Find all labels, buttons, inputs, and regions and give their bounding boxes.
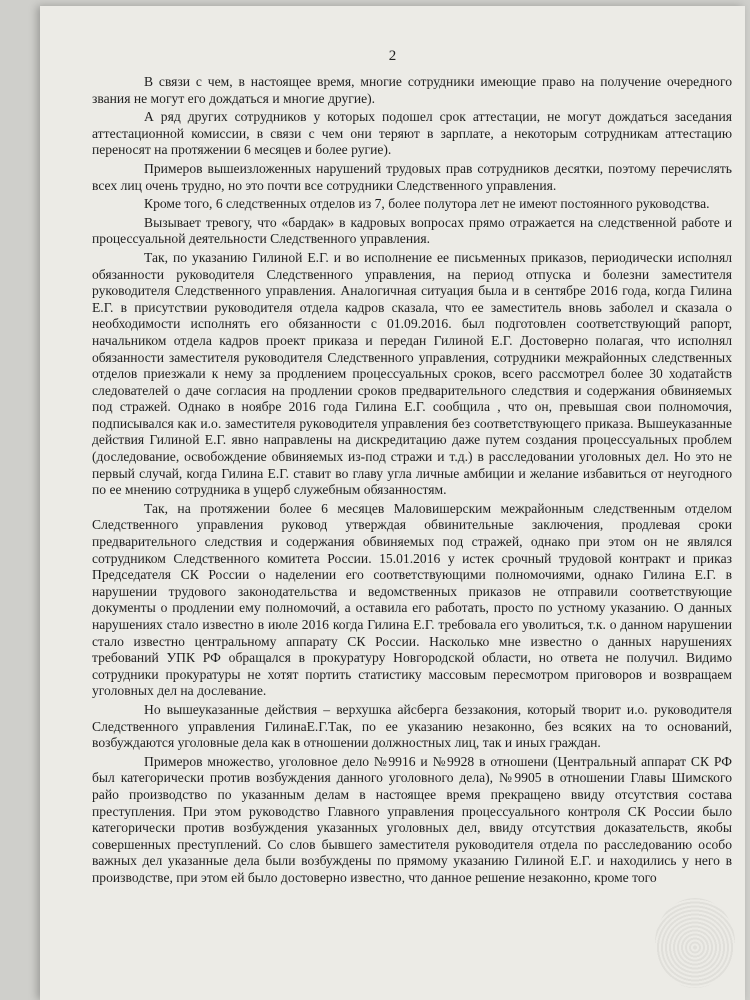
document-body [92, 74, 732, 889]
paragraph: Кроме того, 6 следственных отделов из 7, более полутора лет не имеют постоянного руководства. [144, 196, 710, 212]
paragraph: Примеров вышеизложенных нарушений трудовых прав сотрудников десятки, поэтому перечислять всех лиц очень трудно, но это почти все сотрудники Следственного управления. [92, 160, 732, 193]
paragraph: Вызывает тревогу, что «бардак» в кадровых вопросах прямо отражается на следственной работе и процессуальной деятельности Следственного управления. [92, 214, 732, 247]
paragraph: Но вышеуказанные действия – верхушка айсберга беззакония, который творит и.о. руководителя Следственного управления ГилинаЕ.Г.Так, по ее указанию незаконно, без всяких на то оснований, возбуждаются уголовные дела как в отношении должностных лиц, так и иных граждан. [92, 701, 732, 751]
document-page [40, 6, 745, 1000]
paragraph: А ряд других сотрудников у которых подошел срок аттестации, не могут дождаться заседания аттестационной комиссии, в связи с чем они теряют в зарплате, а некоторым сотрудникам аттестацию переносят на протяжении 6 месяцев и более ругие). [92, 109, 732, 158]
paragraph: Примеров множество, уголовное дело №9916 и №9928 в отношени (Центральный аппарат СК РФ был категорически против возбуждения данного уголовного дела), №9905 в отношении Главы Шимского райо производство по указанным делам в настоящее время прекращено ввиду отсутствия состава преступления. При этом руководство Главного управления процессуального контроля СК России было категорически против возбуждения указанных уголовных дел, ввиду отсутствия доказательств, якобы совершенных преступлений. Со слов бывшего заместителя руководителя отдела по расследованию особо важных дел указанные дела были возбуждены по прямому указанию Гилиной Е.Г. и находились у него в производстве, при этом ей было достоверно известно, что данное решение незаконно, кроме того [92, 753, 732, 885]
fingerprint-mark [655, 898, 735, 988]
paragraph: Так, по указанию Гилиной Е.Г. и во исполнение ее письменных приказов, периодически исполнял обязанности руководителя Следственного управления, на период отпуска и болезни заместителя руководителя Следственного управления. Аналогичная ситуация была и в сентябре 2016 года, когда Гилина Е.Г. в присутствии руководителя отдела кадров сказала, что ее заместитель вновь заболел и сказала о необходимости исполнять его обязанности с 01.09.2016. был подготовлен соответствующий рапорт, начальником отдела кадров проект приказа и передан Гилиной Е.Г. Достоверно полагая, что исполнял обязанности заместителя руководителя Следственного управления, сотрудники межрайонных следственных отделов приезжали к нему за продлением процессуальных сроков, всего рассмотрел более 30 ходатайств следователей о даче согласия на продлении сроков предварительного следствия и содержания обвиняемых под стражей. Однако в ноябре 2016 года Гилина Е.Г. сообщила , что он, превышая свои полномочия, подписывался как и.о. заместителя руководителя управления без соответствующего приказа. Вышеуказанные действия Гилиной Е.Г. явно направлены на дискредитацию даже путем создания процессуальных проблем (доследование, освобождение обвиняемых из-под стражи и т.д.) в расследовании уголовных дел. Но это не первый случай, когда Гилина Е.Г. ставит во главу угла личные амбиции и желание избавиться от неугодного по ее мнению сотрудника в ущерб служебным обязанностям. [92, 249, 732, 498]
paragraph: Так, на протяжении более 6 месяцев Маловишерским межрайонным следственным отделом Следственного управления руковод утверждая обвинительные заключения, продлевая сроки предварительного следствия и содержания обвиняемых под стражей, однако при этом он не являлся сотрудником Следственного комитета России. 15.01.2016 у истек срочный трудовой контракт и приказ Председателя СК России о наделении его соответствующими полномочиями, однако Гилина Е.Г. в нарушении трудового законодательства и ведомственных приказов не отправили соответствующие документы о продлении ему полномочий, а оставила его работать, просто по устному указанию. О данных нарушениях стало известно в июле 2016 когда Гилина Е.Г. требовала его уволиться, т.к. о данном нарушении стало известно центральному аппарату СК России. Насколько мне известно о данных нарушениях требований УПК РФ обращался в прокуратуру Новгородской области, но ответа не получил. Видимо сотрудники прокуратуры не хотят портить статистику массовым пересмотром приговоров и возвращаем уголовных дел на дослевание. [92, 500, 732, 699]
paragraph: В связи с чем, в настоящее время, многие сотрудники имеющие право на получение очередного звания не могут его дождаться и многие другие). [92, 74, 732, 106]
page-number: 2 [388, 48, 397, 64]
